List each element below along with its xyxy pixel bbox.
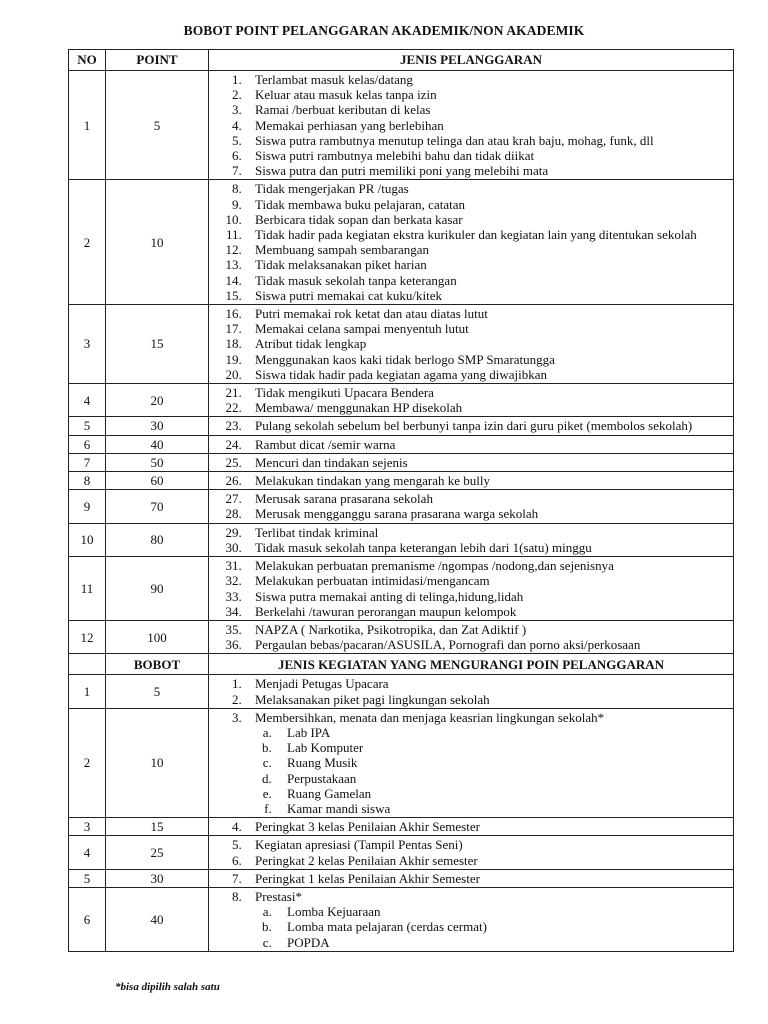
table-row [69, 557, 734, 621]
activity-item [245, 819, 729, 834]
activity-list [209, 887, 734, 951]
row-point: 100 [106, 620, 209, 653]
row-point: 90 [106, 557, 209, 621]
row-point: 30 [106, 417, 209, 435]
activity-subitems [255, 725, 729, 816]
activity-subitem: a. Lab IPA [275, 725, 729, 740]
activity-item [245, 853, 729, 868]
violation-item: 32. Melakukan perbuatan intimidasi/mengancam [245, 573, 729, 588]
violation-list [209, 523, 734, 556]
violation-item: 22. Membawa/ menggunakan HP disekolah [245, 400, 729, 415]
violation-item: 16. Putri memakai rok ketat dan atau diatas lutut [245, 306, 729, 321]
activity-subitem: f. Kamar mandi siswa [275, 801, 729, 816]
violation-item: 35. NAPZA ( Narkotika, Psikotropika, dan Zat Adiktif ) [245, 622, 729, 637]
violation-item: 4. Memakai perhiasan yang berlebihan [245, 118, 729, 133]
violation-item: 10. Berbicara tidak sopan dan berkata kasar [245, 212, 729, 227]
activity-text: Peringkat 1 kelas Penilaian Akhir Semester [255, 870, 480, 886]
header-weight: BOBOT [106, 654, 209, 675]
activity-subitem: b. Lab Komputer [275, 740, 729, 755]
violation-items [209, 622, 729, 652]
row-number: 6 [69, 435, 106, 453]
violation-item: 24. Rambut dicat /semir warna [245, 437, 729, 452]
row-number: 2 [69, 180, 106, 305]
activity-items [209, 710, 729, 816]
violation-item: 7. Siswa putra dan putri memiliki poni yang melebihi mata [245, 163, 729, 178]
violation-item: 20. Siswa tidak hadir pada kegiatan agama yang diwajibkan [245, 367, 729, 382]
row-weight: 40 [106, 887, 209, 951]
row-number: 8 [69, 472, 106, 490]
row-number: 3 [69, 305, 106, 384]
violation-list [209, 435, 734, 453]
table-row [69, 836, 734, 869]
violation-list [209, 384, 734, 417]
violation-items [209, 525, 729, 555]
activity-list [209, 818, 734, 836]
activity-subitem: a. Lomba Kejuaraan [275, 904, 729, 919]
activity-items [209, 819, 729, 834]
activity-text: Peringkat 2 kelas Penilaian Akhir semester [255, 852, 478, 868]
violation-item: 19. Menggunakan kaos kaki tidak berlogo SMP Smaratungga [245, 352, 729, 367]
activity-item [245, 871, 729, 886]
violation-item: 13. Tidak melaksanakan piket harian [245, 257, 729, 272]
row-number: 2 [69, 708, 106, 817]
activity-text: Menjadi Petugas Upacara [255, 676, 389, 692]
table-row [69, 384, 734, 417]
violation-item: 5. Siswa putra rambutnya menutup telinga dan atau krah baju, mohag, funk, dll [245, 133, 729, 148]
row-number: 12 [69, 620, 106, 653]
violation-list [209, 305, 734, 384]
row-point: 40 [106, 435, 209, 453]
activity-text: Peringkat 3 kelas Penilaian Akhir Semester [255, 819, 480, 835]
activity-list [209, 675, 734, 708]
violation-item: 28. Merusak mengganggu sarana prasarana warga sekolah [245, 506, 729, 521]
activity-text: Kegiatan apresiasi (Tampil Pentas Seni) [255, 837, 463, 853]
violation-items [209, 385, 729, 415]
violation-item: 3. Ramai /berbuat keributan di kelas [245, 102, 729, 117]
row-point: 15 [106, 305, 209, 384]
violation-item: 26. Melakukan tindakan yang mengarah ke bully [245, 473, 729, 488]
activity-subitem: c. POPDA [275, 935, 729, 950]
table-row [69, 472, 734, 490]
violation-items [209, 473, 729, 488]
table-row [69, 869, 734, 887]
table-row [69, 620, 734, 653]
row-point: 10 [106, 180, 209, 305]
activity-list [209, 708, 734, 817]
violation-item: 1. Terlambat masuk kelas/datang [245, 72, 729, 87]
row-number: 3 [69, 818, 106, 836]
violation-item: 29. Terlibat tindak kriminal [245, 525, 729, 540]
table-row [69, 71, 734, 180]
row-number: 11 [69, 557, 106, 621]
violation-item: 12. Membuang sampah sembarangan [245, 242, 729, 257]
violation-item: 14. Tidak masuk sekolah tanpa keterangan [245, 273, 729, 288]
activity-item [245, 889, 729, 950]
violation-items [209, 306, 729, 382]
reductions-section [69, 654, 734, 951]
table-row [69, 180, 734, 305]
reductions-header-row [69, 654, 734, 675]
header-no: NO [69, 50, 106, 71]
row-number: 7 [69, 453, 106, 471]
table-row [69, 435, 734, 453]
activity-text: Melaksanakan piket pagi lingkungan sekolah [255, 691, 490, 707]
table-row [69, 490, 734, 523]
activity-list [209, 836, 734, 869]
activity-text: Membersihkan, menata dan menjaga keasrian lingkungan sekolah* [255, 709, 605, 725]
violation-item: 17. Memakai celana sampai menyentuh lutut [245, 321, 729, 336]
activity-item [245, 710, 729, 816]
violation-items [209, 418, 729, 433]
activity-item [245, 676, 729, 691]
violation-list [209, 453, 734, 471]
row-point: 50 [106, 453, 209, 471]
row-point: 5 [106, 71, 209, 180]
row-number: 6 [69, 887, 106, 951]
violation-item: 6. Siswa putri rambutnya melebihi bahu dan tidak diikat [245, 148, 729, 163]
row-number: 5 [69, 417, 106, 435]
violation-list [209, 620, 734, 653]
row-number: 5 [69, 869, 106, 887]
violation-items [209, 558, 729, 619]
row-point: 80 [106, 523, 209, 556]
header-point: POINT [106, 50, 209, 71]
violation-item: 31. Melakukan perbuatan premanisme /ngompas /nodong,dan sejenisnya [245, 558, 729, 573]
table-row [69, 453, 734, 471]
violation-item: 36. Pergaulan bebas/pacaran/ASUSILA, Pornografi dan porno aksi/perkosaan [245, 637, 729, 652]
row-number: 10 [69, 523, 106, 556]
row-point: 20 [106, 384, 209, 417]
activity-items [209, 889, 729, 950]
table-row [69, 305, 734, 384]
violation-items [209, 491, 729, 521]
violation-items [209, 72, 729, 178]
violation-items [209, 437, 729, 452]
activity-items [209, 837, 729, 867]
activity-subitem: e. Ruang Gamelan [275, 786, 729, 801]
violation-list [209, 417, 734, 435]
row-number: 9 [69, 490, 106, 523]
activity-subitem: c. Ruang Musik [275, 755, 729, 770]
activity-subitem: b. Lomba mata pelajaran (cerdas cermat) [275, 919, 729, 934]
header-no-blank [69, 654, 106, 675]
violation-items [209, 455, 729, 470]
violation-item: 27. Merusak sarana prasarana sekolah [245, 491, 729, 506]
violation-item: 23. Pulang sekolah sebelum bel berbunyi tanpa izin dari guru piket (membolos sekolah) [245, 418, 729, 433]
violation-item: 34. Berkelahi /tawuran perorangan maupun kelompok [245, 604, 729, 619]
violation-item: 30. Tidak masuk sekolah tanpa keterangan lebih dari 1(satu) minggu [245, 540, 729, 555]
row-number: 4 [69, 384, 106, 417]
page-title: BOBOT POINT PELANGGARAN AKADEMIK/NON AKADEMIK [183, 23, 585, 38]
footnote: *bisa dipilih salah satu [115, 981, 220, 993]
violation-item: 33. Siswa putra memakai anting di telinga,hidung,lidah [245, 589, 729, 604]
row-number: 1 [69, 675, 106, 708]
table-row [69, 523, 734, 556]
table-row [69, 887, 734, 951]
violation-item: 25. Mencuri dan tindakan sejenis [245, 455, 729, 470]
violation-item: 11. Tidak hadir pada kegiatan ekstra kurikuler dan kegiatan lain yang ditentukan sekolah [245, 227, 729, 242]
row-weight: 15 [106, 818, 209, 836]
violations-header-row [69, 50, 734, 71]
header-activity-type: JENIS KEGIATAN YANG MENGURANGI POIN PELANGGARAN [209, 654, 734, 675]
activity-item [245, 692, 729, 707]
activity-subitem: d. Perpustakaan [275, 771, 729, 786]
violation-item: 15. Siswa putri memakai cat kuku/kitek [245, 288, 729, 303]
row-weight: 5 [106, 675, 209, 708]
header-violation-type: JENIS PELANGGARAN [209, 50, 734, 71]
table-row [69, 708, 734, 817]
violation-item: 8. Tidak mengerjakan PR /tugas [245, 181, 729, 196]
row-weight: 30 [106, 869, 209, 887]
violation-item: 2. Keluar atau masuk kelas tanpa izin [245, 87, 729, 102]
row-weight: 10 [106, 708, 209, 817]
violation-list [209, 71, 734, 180]
activity-list [209, 869, 734, 887]
violation-points-table [68, 49, 734, 952]
activity-subitems [255, 904, 729, 950]
violation-list [209, 472, 734, 490]
row-number: 1 [69, 71, 106, 180]
activity-item [245, 837, 729, 852]
activity-items [209, 871, 729, 886]
table-row [69, 818, 734, 836]
violation-list [209, 180, 734, 305]
row-number: 4 [69, 836, 106, 869]
row-point: 70 [106, 490, 209, 523]
violation-list [209, 490, 734, 523]
table-row [69, 675, 734, 708]
violation-items [209, 181, 729, 303]
row-weight: 25 [106, 836, 209, 869]
table-row [69, 417, 734, 435]
violation-item: 18. Atribut tidak lengkap [245, 336, 729, 351]
activity-items [209, 676, 729, 706]
row-point: 60 [106, 472, 209, 490]
violation-item: 9. Tidak membawa buku pelajaran, catatan [245, 197, 729, 212]
violation-list [209, 557, 734, 621]
violations-section [69, 50, 734, 654]
violation-item: 21. Tidak mengikuti Upacara Bendera [245, 385, 729, 400]
activity-text: Prestasi* [255, 888, 302, 904]
